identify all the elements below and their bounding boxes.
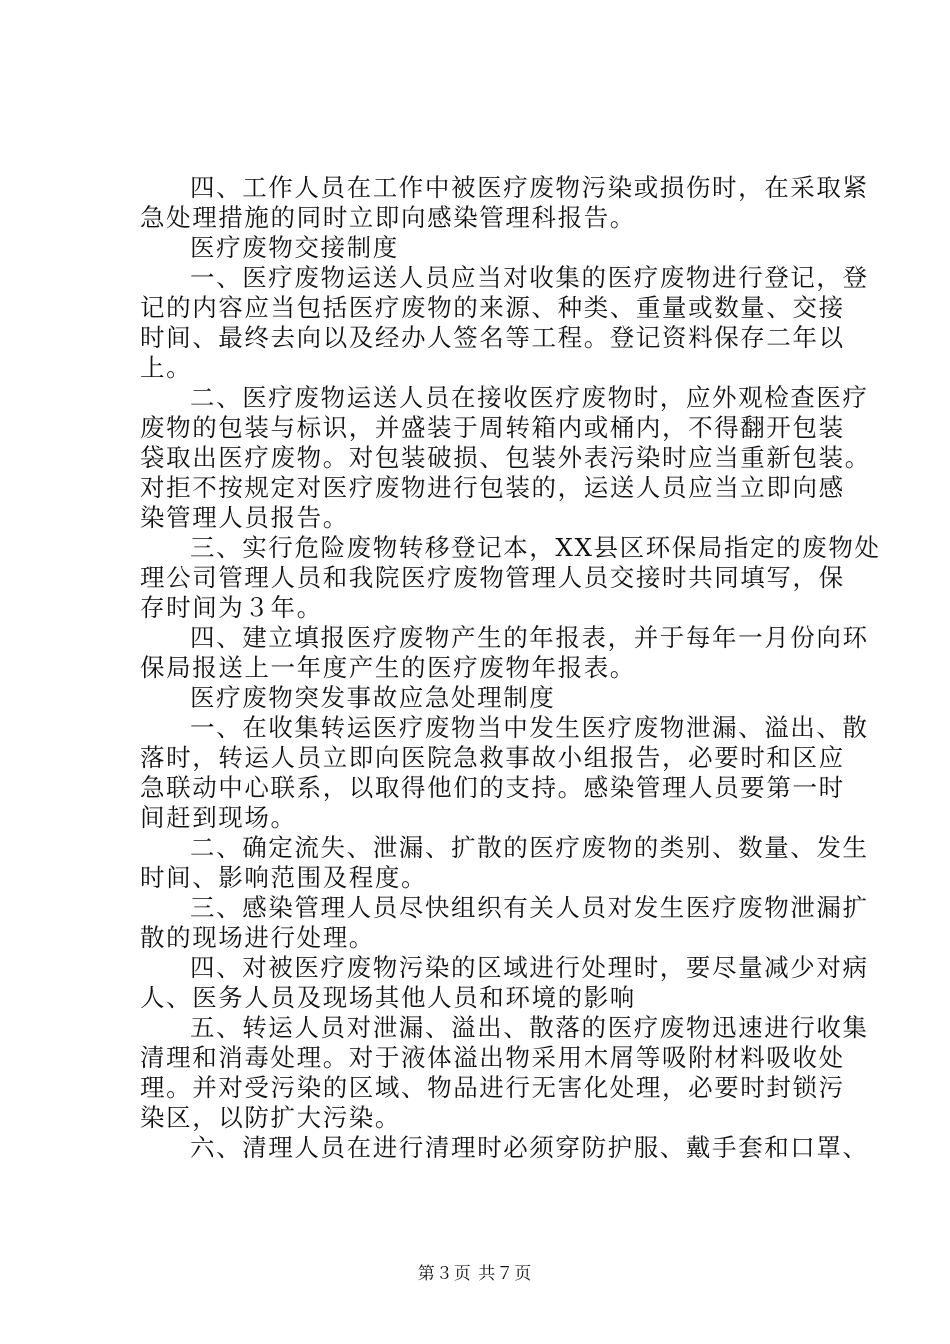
paragraph-line: 间赶到现场。 xyxy=(140,803,297,832)
paragraph-first-line: 三、实行危险废物转移登记本，XX县区环保局指定的废物处 xyxy=(190,533,881,562)
paragraph-first-line: 四、对被医疗废物污染的区域进行处理时，要尽量减少对病 xyxy=(190,953,869,982)
paragraph-first-line: 医疗废物突发事故应急处理制度 xyxy=(190,683,556,712)
paragraph-line: 染区，以防扩大污染。 xyxy=(140,1103,401,1132)
paragraph-first-line: 四、工作人员在工作中被医疗废物污染或损伤时，在采取紧 xyxy=(190,173,869,202)
document-body xyxy=(140,173,881,1163)
paragraph-line: 时间、最终去向以及经办人签名等工程。登记资料保存二年以 xyxy=(140,323,845,352)
paragraph-line: 人、医务人员及现场其他人员和环境的影响 xyxy=(140,983,636,1012)
paragraph-line: 散的现场进行处理。 xyxy=(140,923,375,952)
paragraph-line: 袋取出医疗废物。对包装破损、包装外表污染时应当重新包装。 xyxy=(140,443,871,472)
paragraph-first-line: 六、清理人员在进行清理时必须穿防护服、戴手套和口罩、 xyxy=(190,1133,869,1162)
page-footer: 第３页 共７页 xyxy=(417,1264,533,1284)
paragraph-first-line: 医疗废物交接制度 xyxy=(190,233,399,262)
paragraph-first-line: 二、确定流失、泄漏、扩散的医疗废物的类别、数量、发生 xyxy=(190,833,869,862)
paragraph-first-line: 三、感染管理人员尽快组织有关人员对发生医疗废物泄漏扩 xyxy=(190,893,869,922)
paragraph-line: 理公司管理人员和我院医疗废物管理人员交接时共同填写，保 xyxy=(140,563,845,592)
paragraph-line: 对拒不按规定对医疗废物进行包装的，运送人员应当立即向感 xyxy=(140,473,845,502)
paragraph-line: 时间、影响范围及程度。 xyxy=(140,863,428,892)
paragraph-line: 染管理人员报告。 xyxy=(140,503,349,532)
paragraph-line: 落时，转运人员立即向医院急救事故小组报告，必要时和区应 xyxy=(140,743,845,772)
paragraph-line: 记的内容应当包括医疗废物的来源、种类、重量或数量、交接 xyxy=(140,293,845,322)
paragraph-first-line: 一、医疗废物运送人员应当对收集的医疗废物进行登记，登 xyxy=(190,263,869,292)
paragraph-first-line: 一、在收集转运医疗废物当中发生医疗废物泄漏、溢出、散 xyxy=(190,713,869,742)
paragraph-line: 上。 xyxy=(140,353,193,382)
paragraph-line: 理。并对受污染的区域、物品进行无害化处理，必要时封锁污 xyxy=(140,1073,845,1102)
paragraph-line: 急处理措施的同时立即向感染管理科报告。 xyxy=(140,203,636,232)
paragraph-first-line: 二、医疗废物运送人员在接收医疗废物时，应外观检查医疗 xyxy=(190,383,869,412)
paragraph-line: 废物的包装与标识，并盛装于周转箱内或桶内，不得翻开包装 xyxy=(140,413,845,442)
paragraph-first-line: 五、转运人员对泄漏、溢出、散落的医疗废物迅速进行收集 xyxy=(190,1013,869,1042)
paragraph-line: 清理和消毒处理。对于液体溢出物采用木屑等吸附材料吸收处 xyxy=(140,1043,845,1072)
paragraph-line: 保局报送上一年度产生的医疗废物年报表。 xyxy=(140,653,636,682)
paragraph-first-line: 四、建立填报医疗废物产生的年报表，并于每年一月份向环 xyxy=(190,623,869,652)
paragraph-line: 急联动中心联系，以取得他们的支持。感染管理人员要第一时 xyxy=(140,773,845,802)
paragraph-line: 存时间为３年。 xyxy=(140,593,323,622)
